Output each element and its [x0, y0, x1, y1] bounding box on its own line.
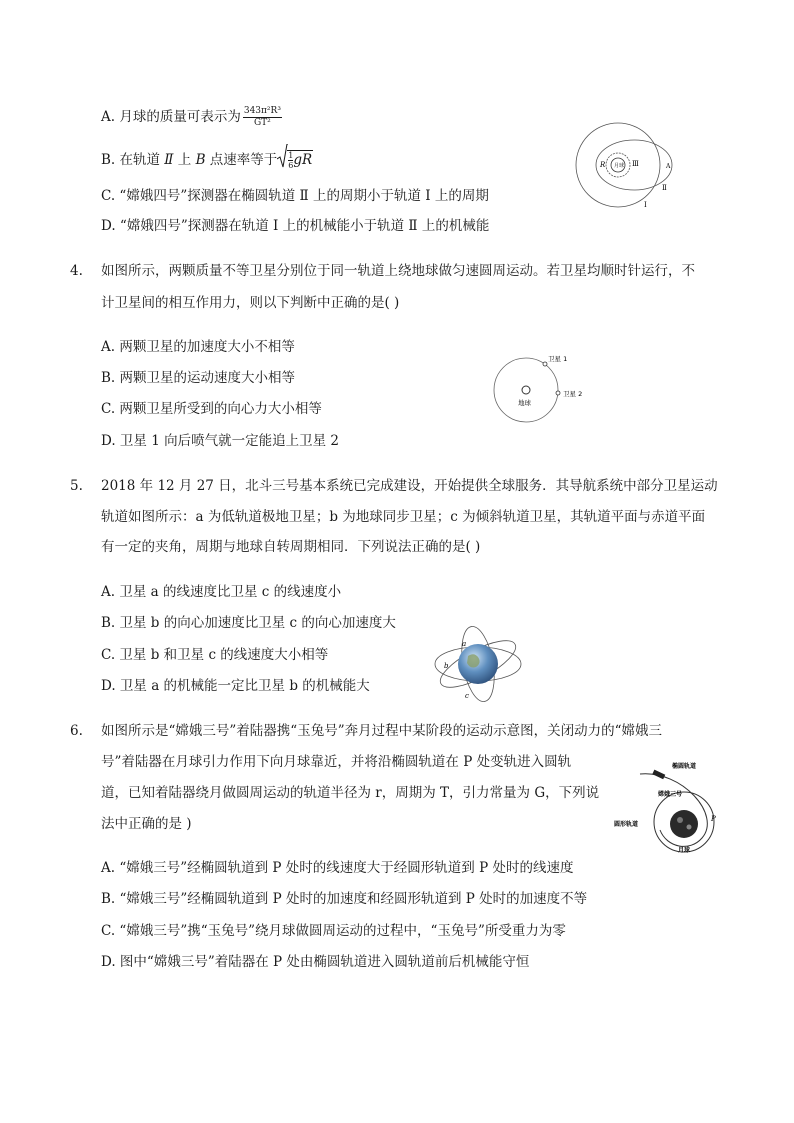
moon-label: 月球	[678, 847, 691, 854]
q6-stem-line-2: 号”着陆器在月球引力作用下向月球靠近，并将沿椭圆轨道在 P 处变轨进入圆轨	[101, 754, 572, 770]
q5-option-a: A. 卫星 a 的线速度比卫星 c 的线速度小	[101, 584, 342, 600]
q6-number: 6.	[70, 723, 83, 739]
lander	[652, 770, 665, 780]
q6-option-b: B. “嫦娥三号”经椭圆轨道到 P 处时的加速度和经圆形轨道到 P 处时的加速度不等	[101, 891, 588, 907]
q6-stem-line-4: 法中正确的是 )	[101, 816, 192, 832]
q4-stem-line-2: 计卫星间的相互作用力，则以下判断中正确的是( )	[101, 295, 400, 311]
moon-crater-2	[687, 825, 692, 830]
circle-orbit-label: 圆形轨道	[614, 821, 639, 828]
label-r: R	[600, 161, 606, 169]
satellite-1-dot	[543, 362, 547, 366]
mass-fraction: $\frac{\text{343π²R³}}{\text{GT²}}$	[243, 106, 281, 128]
q6-stem-line-1: 如图所示是“嫦娥三号”着陆器携“玉兔号”奔月过程中某阶段的运动示意图，关闭动力的“嫦娥三	[101, 723, 663, 739]
q5-beidou-diagram	[432, 622, 524, 704]
moon-disc	[670, 810, 698, 838]
q4-stem-line-1: 如图所示，两颗质量不等卫星分别位于同一轨道上绕地球做匀速圆周运动。若卫星均顺时针运行，不	[101, 263, 695, 279]
q5-stem-line-1: 2018 年 12 月 27 日，北斗三号基本系统已完成建设，开始提供全球服务．其导航系统中部分卫星运动	[101, 478, 718, 494]
q3-option-a: A. 月球的质量可表示为 $\frac{\text{343π²R³}}{\text{GT²}}$	[101, 106, 281, 128]
q5-stem-line-3: 有一定的夹角，周期与地球自转周期相同．下列说法正确的是( )	[101, 539, 481, 555]
q6-option-c: C. “嫦娥三号”携“玉兔号”绕月球做圆周运动的过程中，“玉兔号”所受重力为零	[101, 923, 566, 939]
moon-label: 月球	[614, 163, 625, 169]
q4-option-a: A. 两颗卫星的加速度大小不相等	[101, 339, 295, 355]
q5-option-d: D. 卫星 a 的机械能一定比卫星 b 的机械能大	[101, 678, 370, 694]
q6-change3-diagram	[612, 760, 720, 858]
label-i: Ⅰ	[644, 201, 647, 209]
label-a: a	[462, 640, 467, 648]
q4-option-d: D. 卫星 1 向后喷气就一定能追上卫星 2	[101, 433, 339, 449]
label-b: b	[444, 662, 449, 670]
q4-option-b: B. 两颗卫星的运动速度大小相等	[101, 370, 296, 386]
q3-option-b: B. 在轨道 Ⅱ 上 B 点速率等于 $\frac{1}{6}$ gR	[101, 150, 313, 170]
moon-crater-1	[677, 817, 683, 823]
q3-option-d: D. “嫦娥四号”探测器在轨道 Ⅰ 上的机械能小于轨道 Ⅱ 上的机械能	[101, 218, 490, 234]
q5-option-b: B. 卫星 b 的向心加速度比卫星 c 的向心加速度大	[101, 615, 396, 631]
q5-number: 5.	[70, 478, 83, 494]
q5-option-c: C. 卫星 b 和卫星 c 的线速度大小相等	[101, 647, 329, 663]
point-p-label: P	[711, 815, 716, 823]
q6-stem-line-3: 道，已知着陆器绕月做圆周运动的轨道半径为 r，周期为 T，引力常量为 G，下列说	[101, 785, 600, 801]
sqrt-expression: $\frac{1}{6}$ gR	[277, 150, 313, 170]
q3-orbit-diagram	[570, 120, 680, 210]
label-ii: Ⅱ	[662, 184, 667, 192]
q6-option-d: D. 图中“嫦娥三号”着陆器在 P 处由椭圆轨道进入圆轨道前后机械能守恒	[101, 954, 530, 970]
label-iii: Ⅲ	[632, 160, 639, 168]
satellite-2-label: 卫星 2	[563, 390, 583, 398]
earth-label: 地球	[518, 399, 531, 407]
radical-sign	[277, 144, 288, 168]
earth-dot	[522, 386, 530, 394]
elliptical-orbit	[640, 774, 707, 847]
ellipse-orbit-label: 椭圆轨道	[672, 763, 697, 770]
q4-number: 4.	[70, 263, 83, 279]
chang3-label: 嫦娥三号	[658, 791, 683, 798]
q5-stem-line-2: 轨道如图所示：a 为低轨道极地卫星；b 为地球同步卫星；c 为倾斜轨道卫星，其轨道平面与赤道平面	[101, 509, 706, 525]
label-a: A	[666, 163, 671, 170]
q4-satellite-diagram	[490, 350, 600, 425]
q3-option-c: C. “嫦娥四号”探测器在椭圆轨道 Ⅱ 上的周期小于轨道 Ⅰ 上的周期	[101, 188, 489, 204]
q4-option-c: C. 两颗卫星所受到的向心力大小相等	[101, 401, 322, 417]
satellite-1-label: 卫星 1	[548, 355, 568, 363]
label-c: c	[465, 692, 469, 700]
q6-option-a: A. “嫦娥三号”经椭圆轨道到 P 处时的线速度大于经圆形轨道到 P 处时的线速度	[101, 860, 574, 876]
satellite-2-dot	[556, 391, 560, 395]
